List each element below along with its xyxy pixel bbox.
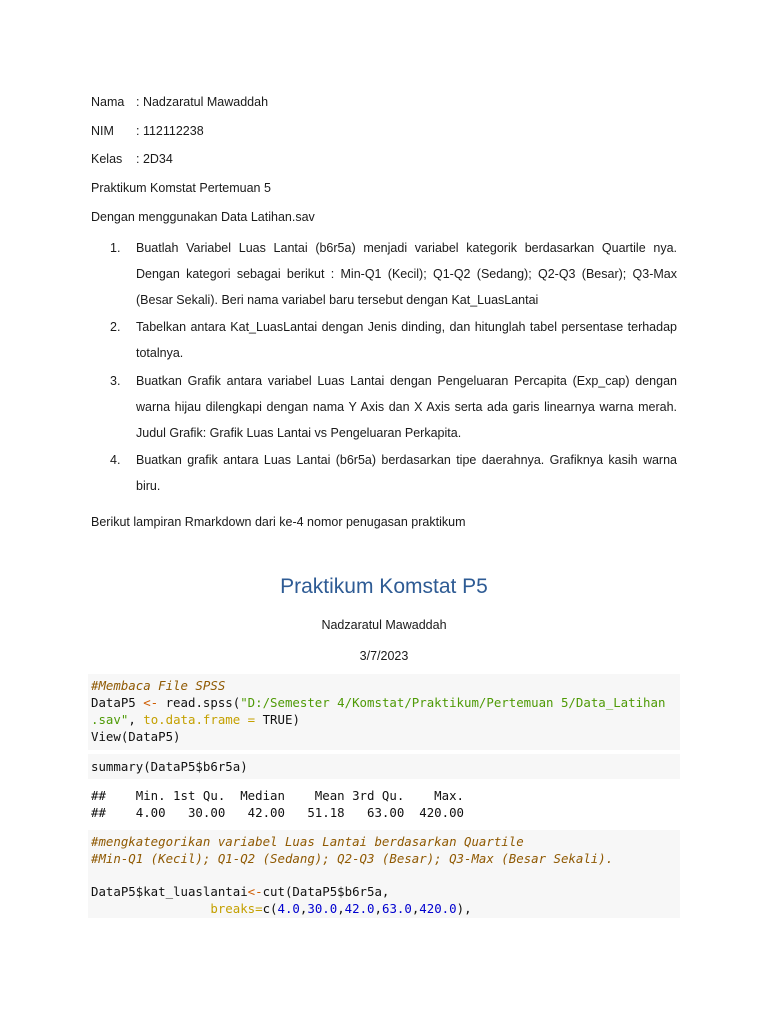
task-number: 2.: [110, 320, 121, 334]
code-line: .sav", to.data.frame = TRUE): [91, 712, 300, 727]
nim-label: NIM: [91, 124, 114, 138]
nim-value: : 112112238: [136, 124, 204, 138]
code-line: #Membaca File SPSS: [91, 678, 226, 693]
rmd-date: 3/7/2023: [359, 649, 409, 663]
output-line: ## 4.00 30.00 42.00 51.18 63.00 420.00: [91, 805, 464, 820]
nama-row: [91, 94, 268, 110]
nama-value: : Nadzaratul Mawaddah: [136, 95, 269, 109]
kelas-label: Kelas: [91, 152, 123, 166]
data-intro-line: Dengan menggunakan Data Latihan.sav: [91, 210, 315, 224]
code-line: DataP5 <- read.spss("D:/Semester 4/Komstat/Praktikum/Pertemuan 5/Data_Latihan: [91, 695, 666, 710]
kelas-value: : 2D34: [136, 152, 173, 166]
nim-row: [91, 123, 204, 139]
nama-label: Nama: [91, 95, 125, 109]
code-line: View(DataP5): [91, 729, 181, 744]
task-text: Buatkan Grafik antara variabel Luas Lantai dengan Pengeluaran Percapita (Exp_cap) dengan warna hijau dilengkapi dengan nama Y Axis dan X Axis serta ada garis linearnya warna merah. Judul Grafik: Grafik Luas Lantai vs Pengeluaran Perkapita.: [136, 374, 677, 440]
task-number: 1.: [110, 241, 121, 255]
closing-line: Berikut lampiran Rmarkdown dari ke-4 nomor penugasan praktikum: [91, 515, 466, 529]
code-line: summary(DataP5$b6r5a): [91, 759, 248, 774]
code-line: #mengkategorikan variabel Luas Lantai berdasarkan Quartile: [91, 834, 524, 849]
task-text: Buatlah Variabel Luas Lantai (b6r5a) menjadi variabel kategorik berdasarkan Quartile nya. Dengan kategori sebagai berikut : Min-Q1 (Kecil); Q1-Q2 (Sedang); Q2-Q3 (Besar); Q3-Max (Besar Sekali). Beri nama variabel baru tersebut dengan Kat_LuasLantai: [136, 241, 677, 307]
rmd-title: Praktikum Komstat P5: [280, 575, 488, 598]
rmd-author: Nadzaratul Mawaddah: [321, 618, 447, 632]
output-line: ## Min. 1st Qu. Median Mean 3rd Qu. Max.: [91, 788, 464, 803]
code-line: DataP5$kat_luaslantai<-cut(DataP5$b6r5a,: [91, 884, 390, 899]
task-text: Tabelkan antara Kat_LuasLantai dengan Jenis dinding, dan hitunglah tabel persentase terhadap totalnya.: [136, 320, 677, 360]
task-text: Buatkan grafik antara Luas Lantai (b6r5a) berdasarkan tipe daerahnya. Grafiknya kasih warna biru.: [136, 453, 677, 493]
code-line: #Min-Q1 (Kecil); Q1-Q2 (Sedang); Q2-Q3 (Besar); Q3-Max (Besar Sekali).: [91, 851, 614, 866]
kelas-row: [91, 151, 173, 167]
praktikum-line: Praktikum Komstat Pertemuan 5: [91, 181, 271, 195]
task-number: 4.: [110, 453, 121, 467]
code-line: breaks=c(4.0,30.0,42.0,63.0,420.0),: [210, 901, 472, 916]
task-number: 3.: [110, 374, 121, 388]
